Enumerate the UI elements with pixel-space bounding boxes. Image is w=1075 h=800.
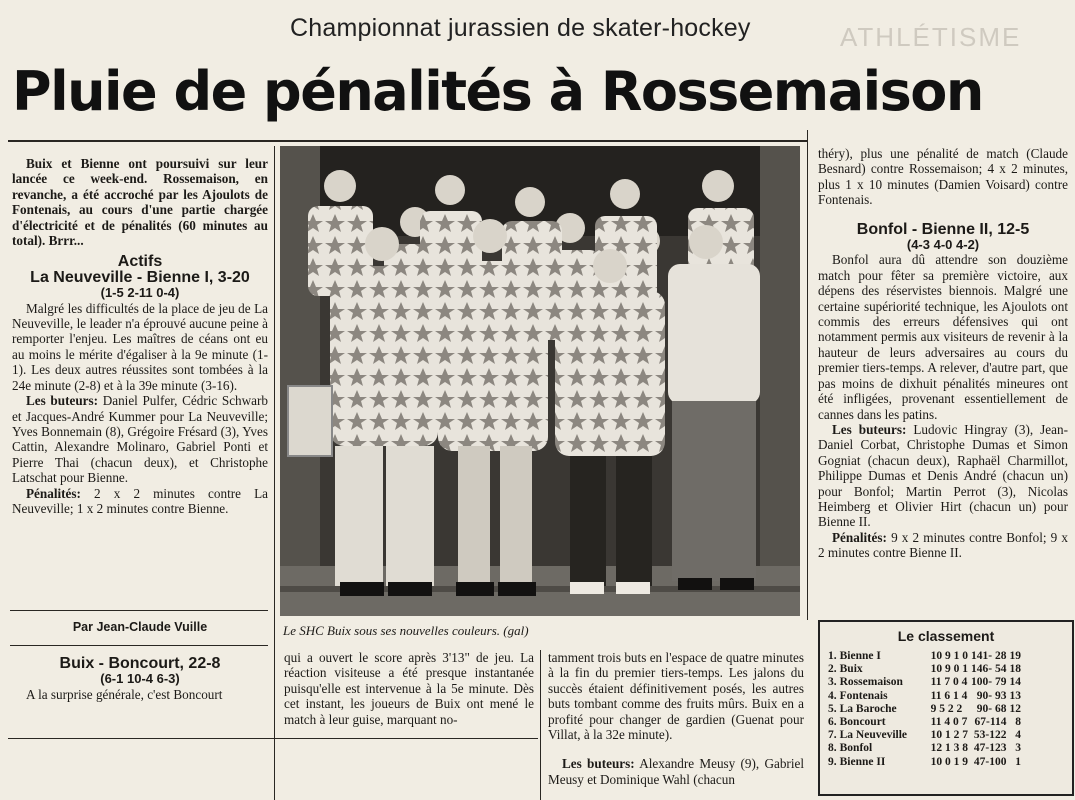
team: Bienne II bbox=[839, 755, 886, 768]
rank: 6. bbox=[828, 716, 837, 729]
team: Fontenais bbox=[839, 689, 888, 702]
points: 13 bbox=[1009, 689, 1021, 702]
points: 3 bbox=[1015, 742, 1021, 755]
headline: Pluie de pénalités à Rossemaison bbox=[12, 60, 983, 123]
table-row bbox=[828, 650, 1024, 663]
team-photo bbox=[280, 146, 800, 616]
side-heading: ATHLÉTISME bbox=[840, 22, 1022, 52]
record: 10 1 2 7 bbox=[930, 729, 968, 742]
rank: 3. bbox=[828, 676, 837, 689]
column-rule bbox=[807, 130, 808, 620]
right-top-text: théry), plus une pénalité de match (Claude Besnard) contre Rossemaison; 4 x 2 minutes, plus 1 x 10 minutes (Damien Voisard) contre Fontenais. bbox=[818, 146, 1068, 208]
match2-body-mid: qui a ouvert le score après 3'13" de jeu. La réaction visiteuse a été presque instantanée puisqu'elle est intervenue à la 5e minute. Dès cet instant, les joueurs de Buix ont mené le match à leur guise, marquant no- bbox=[284, 650, 534, 727]
match3-title: Bonfol - Bienne II, 12-5 bbox=[856, 220, 1030, 238]
goals: 47-100 bbox=[973, 755, 1007, 768]
column-rule bbox=[274, 146, 275, 800]
scorers-label: Les buteurs: bbox=[832, 421, 907, 437]
team: Bonfol bbox=[839, 742, 873, 755]
team: La Baroche bbox=[839, 702, 897, 715]
table-row bbox=[828, 742, 1024, 755]
team: La Neuveville bbox=[839, 729, 908, 742]
rank: 5. bbox=[828, 702, 837, 715]
table-row bbox=[828, 716, 1024, 729]
match3-body: Bonfol aura dû attendre son douzième match pour fêter sa première victoire, aux dépens des réservistes biennois. Malgré une certaine supériorité technique, les Ajoulots ont commis des erreurs défensives qui ont notamment permis aux visiteurs de revenir à la hauteur de leurs adversaires au cours du premier tiers-temps. A relever, d'autre part, que pas moins de dixhuit pénalités mineures ont été infligées, provenant essentiellement de cannes dans les patins. bbox=[818, 252, 1068, 422]
goals: 141- 28 bbox=[971, 650, 1007, 662]
record: 10 0 1 9 bbox=[930, 755, 968, 768]
points: 8 bbox=[1015, 716, 1021, 729]
points: 4 bbox=[1015, 729, 1021, 742]
rank: 1. bbox=[828, 650, 837, 662]
match2-scorers: Alexandre Meusy (9), Gabriel Meusy et Dominique Wahl (chacun bbox=[548, 756, 804, 787]
points: 19 bbox=[1009, 650, 1021, 662]
match2-periods: (6-1 10-4 6-3) bbox=[100, 671, 180, 687]
goals: 67-114 bbox=[974, 716, 1007, 729]
goals: 146- 54 bbox=[971, 663, 1007, 676]
rank: 9. bbox=[828, 755, 837, 768]
table-row bbox=[828, 756, 1024, 769]
record: 11 7 0 4 bbox=[930, 676, 968, 689]
points: 1 bbox=[1015, 755, 1021, 768]
record: 10 9 0 1 bbox=[930, 663, 968, 676]
column-rule bbox=[10, 610, 268, 611]
column-rule bbox=[8, 140, 808, 142]
standings-table bbox=[828, 650, 1024, 769]
match1-scorers: Daniel Pulfer, Cédric Schwarb et Jacques-André Kummer pour La Neuveville; Yves Bonnemain (8), Grégoire Frésard (3), Yves Cattin, Alexandre Molinaro, Gabriel Ponti et Pierre Thai (chacun deux), et Christophe Latschat pour Bienne. bbox=[12, 393, 269, 486]
record: 12 1 3 8 bbox=[930, 742, 968, 755]
match3-scorers: Ludovic Hingray (3), Jean-Daniel Corbat, Christophe Dumas et Simon Gogniat (chacun deux), Raphaël Charmillot, Philippe Dumas et Denis André (chacun un) pour Bonfol; Martin Perrot (3), Nicolas Heimberg et Olivier Hirt (chacun un) pour Bienne II. bbox=[818, 421, 1068, 530]
match2-body-start: A la surprise générale, c'est Boncourt bbox=[26, 686, 223, 702]
team: Bienne I bbox=[839, 650, 881, 662]
column-rule bbox=[540, 650, 541, 800]
match3-periods: (4-3 4-0 4-2) bbox=[906, 237, 980, 253]
right-column bbox=[818, 146, 1068, 561]
kicker: Championnat jurassien de skater-hockey bbox=[290, 14, 751, 42]
match2-body-end: tamment trois buts en l'espace de quatre minutes à la fin du premier tiers-temps. Les jalons du succès étaient définitivement posés, les autres buts tombant comme des fruits mûrs. Buix en a profité pour changer de gardien (Guenat pour Villat, à la 32e minute). bbox=[548, 650, 804, 743]
goals: 53-122 bbox=[973, 729, 1007, 742]
points: 12 bbox=[1009, 702, 1021, 715]
team: Rossemaison bbox=[839, 676, 903, 689]
rank: 8. bbox=[828, 742, 837, 755]
match3-penalties: 9 x 2 minutes contre Bonfol; 9 x 2 minutes contre Bienne II. bbox=[818, 529, 1068, 561]
goals: 90- 68 bbox=[976, 702, 1007, 715]
rank: 2. bbox=[828, 663, 837, 676]
match1-body: Malgré les difficultés de la place de jeu de La Neuveville, le leader n'a éprouvé aucune peine à remporter l'enjeu. Les maîtres de céans ont eu au moins le mérite d'égaliser à la 9e minute (1-1). Les deux autres réussites sont tombées à la 24e minute (2-8) et à la 39e minute (3-16). bbox=[12, 300, 268, 393]
byline: Par Jean-Claude Vuille bbox=[72, 620, 208, 634]
rank: 7. bbox=[828, 729, 837, 742]
team: Boncourt bbox=[839, 716, 886, 729]
table-row bbox=[828, 690, 1024, 703]
table-row bbox=[828, 676, 1024, 689]
rank: 4. bbox=[828, 689, 837, 702]
record: 11 6 1 4 bbox=[930, 689, 968, 702]
match1-penalties: 2 x 2 minutes contre La Neuveville; 1 x 2 minutes contre Bienne. bbox=[12, 485, 268, 516]
standings-title: Le classement bbox=[897, 628, 995, 644]
goals: 100- 79 bbox=[971, 676, 1007, 689]
match1-title: La Neuveville - Bienne I, 3-20 bbox=[30, 268, 250, 286]
scorers-label: Les buteurs: bbox=[562, 756, 635, 772]
points: 18 bbox=[1009, 663, 1021, 676]
match2-body-mid-column bbox=[284, 650, 534, 727]
goals: 90- 93 bbox=[976, 689, 1007, 702]
table-row bbox=[828, 703, 1024, 716]
section-actifs: Actifs bbox=[117, 253, 163, 271]
record: 10 9 1 0 bbox=[930, 650, 968, 662]
team: Buix bbox=[839, 663, 863, 676]
team-photo-image bbox=[280, 146, 800, 616]
standings-box bbox=[818, 620, 1074, 796]
table-row bbox=[828, 729, 1024, 742]
record: 9 5 2 2 bbox=[930, 702, 963, 715]
penalties-label: Pénalités: bbox=[832, 529, 887, 545]
match2-title: Buix - Boncourt, 22-8 bbox=[59, 655, 221, 672]
penalties-label: Pénalités: bbox=[26, 485, 81, 501]
scorers-label: Les buteurs: bbox=[26, 393, 99, 409]
match2-column bbox=[12, 656, 268, 702]
table-row bbox=[828, 663, 1024, 676]
record: 11 4 0 7 bbox=[930, 716, 968, 729]
column-rule bbox=[8, 738, 538, 739]
left-column bbox=[12, 156, 268, 516]
intro: Buix et Bienne ont poursuivi sur leur lancée ce week-end. Rossemaison, en revanche, a été accroché par les Ajoulots de Fontenais, au cours d'une partie chargée d'électricité et de pénalités (60 minutes au total). Brrr... bbox=[12, 156, 268, 249]
goals: 47-123 bbox=[973, 742, 1007, 755]
match2-body-end-column bbox=[548, 650, 804, 787]
column-rule bbox=[10, 645, 268, 646]
match1-periods: (1-5 2-11 0-4) bbox=[100, 285, 180, 301]
photo-caption: Le SHC Buix sous ses nouvelles couleurs. (gal) bbox=[283, 623, 529, 638]
points: 14 bbox=[1009, 676, 1021, 689]
